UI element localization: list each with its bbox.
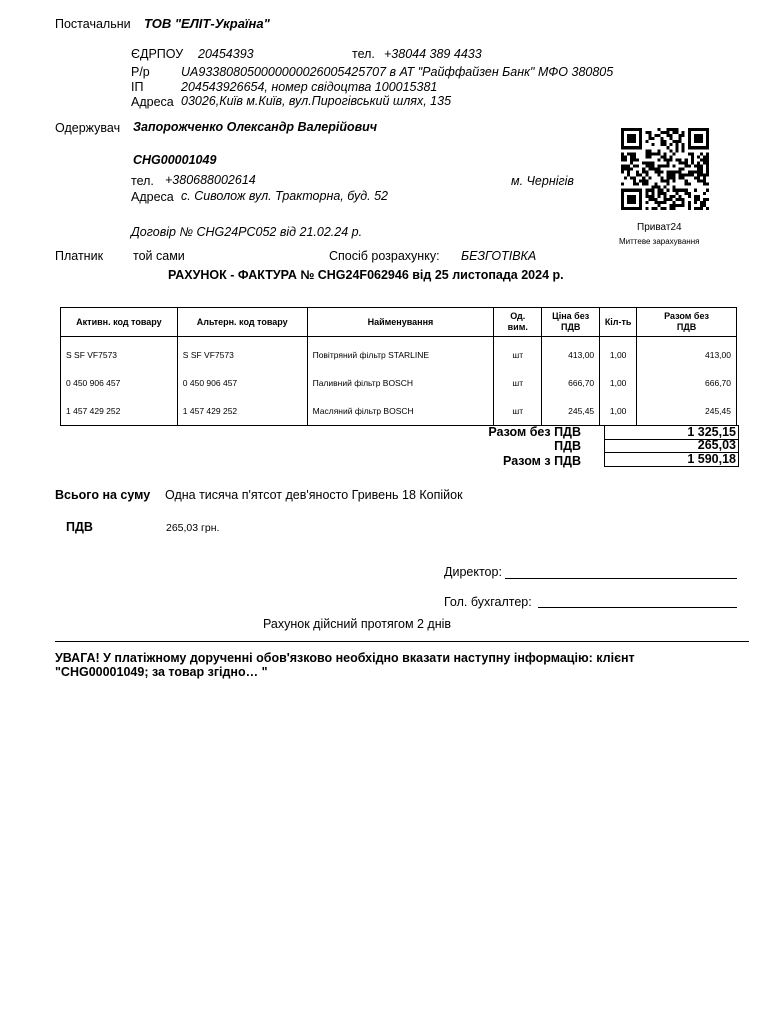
- cell-active-code: 0 450 906 457: [61, 369, 178, 397]
- account-value: UA933808050000000026005425707 в АТ "Райффайзен Банк" МФО 380805: [181, 65, 614, 79]
- cell-active-code: 1 457 429 252: [61, 397, 178, 426]
- accountant-label: Гол. бухгалтер:: [444, 595, 532, 609]
- cell-qty: 1,00: [600, 369, 637, 397]
- payer-value: той сами: [133, 249, 185, 263]
- invoice-title: РАХУНОК - ФАКТУРА № CHG24F062946 від 25 листопада 2024 р.: [168, 268, 564, 282]
- warning-line2: "CHG00001049; за товар згідно… ": [55, 665, 268, 679]
- recipient-tel-label: тел.: [131, 174, 154, 188]
- recipient-name: Запорожченко Олександр Валерійович: [133, 120, 378, 134]
- payer-label: Платник: [55, 249, 104, 263]
- warning-line1: УВАГА! У платіжному дорученні обов'язково необхідно вказати наступну інформацію: клієнт: [55, 651, 635, 665]
- account-label: Р/р: [131, 65, 150, 79]
- col-alt-code: Альтерн. код товару: [177, 308, 307, 337]
- cell-price: 666,70: [542, 369, 600, 397]
- supplier-tel-label: тел.: [352, 47, 375, 61]
- recipient-label: Одержувач: [55, 121, 121, 135]
- recipient-code: CHG00001049: [133, 153, 217, 167]
- edrpou-label: ЄДРПОУ: [131, 47, 184, 61]
- ip-label: ІП: [131, 80, 144, 94]
- recipient-address: с. Сиволож вул. Тракторна, буд. 52: [181, 189, 389, 203]
- total-no-vat: 1 325,15: [604, 425, 739, 440]
- cell-alt-code: S SF VF7573: [177, 337, 307, 370]
- col-unit-line1: Од.: [510, 311, 526, 321]
- divider: [55, 641, 749, 642]
- items-table: [60, 307, 737, 426]
- cell-unit: шт: [494, 397, 542, 426]
- col-sum: [637, 308, 737, 337]
- qr-code: [621, 128, 709, 210]
- table-row: [61, 397, 737, 426]
- vat-line-value: 265,03 грн.: [166, 522, 220, 534]
- table-header-row: [61, 308, 737, 337]
- cell-unit: шт: [494, 369, 542, 397]
- cell-sum: 666,70: [637, 369, 737, 397]
- accountant-signature-line: [538, 607, 737, 608]
- supplier-label: Постачальни: [55, 17, 131, 31]
- cell-price: 245,45: [542, 397, 600, 426]
- sum-words-value: Одна тисяча п'ятсот дев'яносто Гривень 18 Копійок: [165, 488, 463, 502]
- col-name: Найменування: [307, 308, 494, 337]
- cell-qty: 1,00: [600, 337, 637, 370]
- sum-words-label: Всього на суму: [55, 488, 151, 502]
- contract-info: Договір № CHG24PC052 від 21.02.24 р.: [131, 225, 363, 239]
- supplier-address-label: Адреса: [131, 95, 174, 109]
- recipient-tel: +380688002614: [165, 173, 256, 187]
- cell-alt-code: 0 450 906 457: [177, 369, 307, 397]
- table-row: [61, 369, 737, 397]
- col-unit: [494, 308, 542, 337]
- col-price-line1: Ціна без: [552, 311, 590, 321]
- total-with-vat: 1 590,18: [604, 453, 739, 467]
- cell-qty: 1,00: [600, 397, 637, 426]
- cell-name: Повітряний фільтр STARLINE: [307, 337, 494, 370]
- qr-caption: Приват24: [637, 222, 682, 233]
- total-vat-label: ПДВ: [554, 439, 581, 453]
- col-unit-line2: вим.: [507, 322, 528, 332]
- col-qty: Кіл-ть: [600, 308, 637, 337]
- supplier-name: ТОВ "ЕЛІТ-Україна": [144, 16, 270, 31]
- director-label: Директор:: [444, 565, 502, 579]
- table-row: [61, 337, 737, 370]
- cell-unit: шт: [494, 337, 542, 370]
- total-with-vat-label: Разом з ПДВ: [503, 454, 581, 468]
- cell-name: Паливний фільтр BOSCH: [307, 369, 494, 397]
- total-no-vat-label: Разом без ПДВ: [488, 425, 581, 439]
- cell-sum: 413,00: [637, 337, 737, 370]
- recipient-city: м. Чернігів: [511, 174, 574, 188]
- director-signature-line: [505, 578, 737, 579]
- vat-line-label: ПДВ: [66, 520, 93, 534]
- supplier-address: 03026,Київ м.Київ, вул.Пирогівський шлях, 135: [181, 94, 452, 108]
- payment-method-label: Спосіб розрахунку:: [329, 249, 440, 263]
- validity-note: Рахунок дійсний протягом 2 днів: [263, 617, 452, 631]
- payment-method: БЕЗГОТІВКА: [461, 249, 537, 263]
- ip-value: 204543926654, номер свідоцтва 100015381: [181, 80, 438, 94]
- cell-price: 413,00: [542, 337, 600, 370]
- recipient-address-label: Адреса: [131, 190, 174, 204]
- col-sum-line1: Разом без: [664, 311, 709, 321]
- cell-sum: 245,45: [637, 397, 737, 426]
- qr-subcaption: Миттеве зарахування: [619, 237, 700, 246]
- cell-alt-code: 1 457 429 252: [177, 397, 307, 426]
- col-sum-line2: ПДВ: [676, 322, 697, 332]
- col-active-code: Активн. код товару: [61, 308, 178, 337]
- col-price: [542, 308, 600, 337]
- cell-active-code: S SF VF7573: [61, 337, 178, 370]
- cell-name: Масляний фільтр BOSCH: [307, 397, 494, 426]
- supplier-tel: +38044 389 4433: [384, 47, 482, 61]
- col-price-line2: ПДВ: [560, 322, 581, 332]
- total-vat: 265,03: [604, 439, 739, 453]
- edrpou-value: 20454393: [198, 47, 254, 61]
